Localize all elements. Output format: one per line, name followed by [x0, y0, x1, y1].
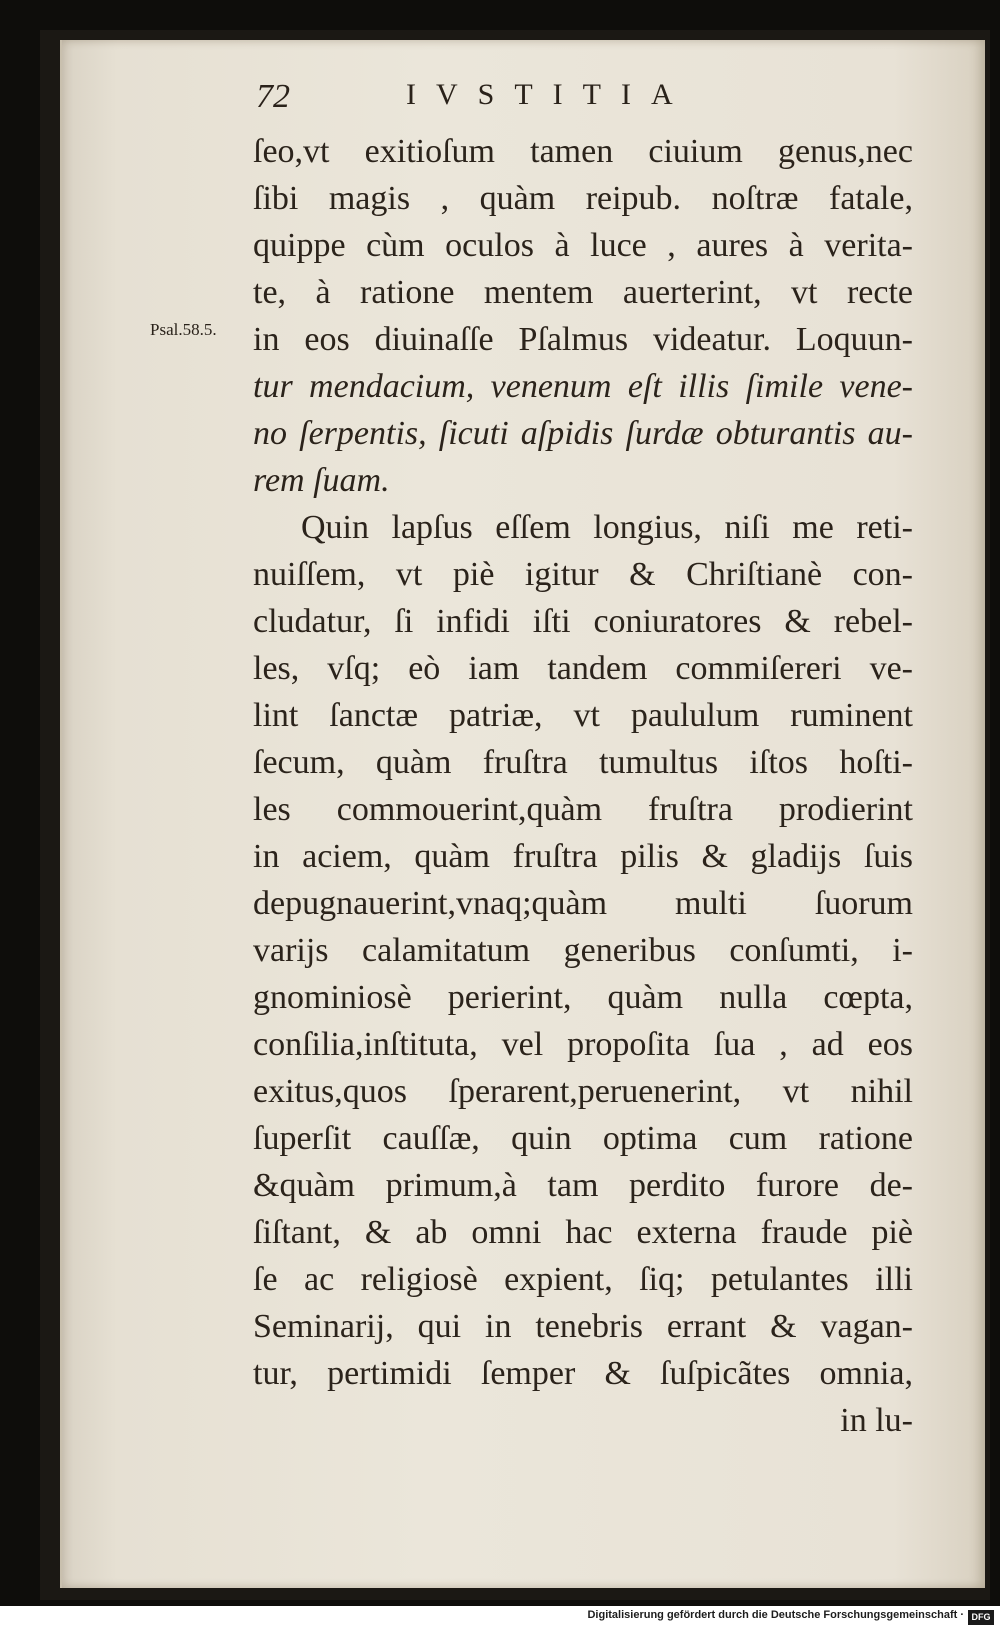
- text-line: ſecum, quàm fruſtra tumultus iſtos hoſti-: [253, 744, 913, 781]
- text-line: &quàm primum,à tam perdito furore de-: [253, 1167, 913, 1204]
- text-line: exitus,quos ſperarent,peruenerint, vt nihil: [253, 1073, 913, 1110]
- text-line: nuiſſem, vt piè igitur & Chriſtianè con-: [253, 556, 913, 593]
- quotation-line: no ſerpentis, ſicuti aſpidis ſurdæ obturantis au-: [253, 415, 913, 452]
- text-line: tur, pertimidi ſemper & ſuſpicãtes omnia,: [253, 1355, 913, 1392]
- text-line: in aciem, quàm fruſtra pilis & gladijs ſuis: [253, 838, 913, 875]
- quotation-line: tur mendacium, venenum eſt illis ſimile vene-: [253, 368, 913, 405]
- text-line: ſuperſit cauſſæ, quin optima cum ratione: [253, 1120, 913, 1157]
- quotation-line: rem ſuam.: [253, 462, 390, 499]
- margin-note: Psal.58.5.: [150, 320, 217, 339]
- footer-bar: [0, 1606, 1000, 1630]
- text-line: gnominiosè perierint, quàm nulla cœpta,: [253, 979, 913, 1016]
- catchword-line: in lu-: [840, 1402, 913, 1439]
- text-line: varijs calamitatum generibus conſumti, i-: [253, 932, 913, 969]
- text-line: depugnauerint,vnaq;quàm multi ſuorum: [253, 885, 913, 922]
- running-head: [256, 78, 776, 122]
- text-line: ſe ac religiosè expient, ſiq; petulantes illi: [253, 1261, 913, 1298]
- funding-credit: Digitalisierung gefördert durch die Deutsche Forschungsgemeinschaft ·: [587, 1609, 964, 1621]
- text-line: ſibi magis , quàm reipub. noſtræ fatale,: [253, 180, 913, 217]
- running-title: IVSTITIA: [406, 78, 693, 111]
- text-line: Seminarij, qui in tenebris errant & vagan-: [253, 1308, 913, 1345]
- page-number: 72: [256, 78, 290, 115]
- text-line: in eos diuinaſſe Pſalmus videatur. Loquun-: [253, 321, 913, 358]
- text-line: te, à ratione mentem auerterint, vt recte: [253, 274, 913, 311]
- dfg-logo: DFG: [968, 1610, 994, 1625]
- text-line: les, vſq; eò iam tandem commiſereri ve-: [253, 650, 913, 687]
- text-line: les commouerint,quàm fruſtra prodierint: [253, 791, 913, 828]
- text-line: cludatur, ſi infidi iſti coniuratores & rebel-: [253, 603, 913, 640]
- paragraph-start-line: Quin lapſus eſſem longius, niſi me reti-: [301, 509, 913, 546]
- text-line: ſeo,vt exitioſum tamen ciuium genus,nec: [253, 133, 913, 170]
- text-line: ſiſtant, & ab omni hac externa fraude piè: [253, 1214, 913, 1251]
- text-line: quippe cùm oculos à luce , aures à verita-: [253, 227, 913, 264]
- text-line: lint ſanctæ patriæ, vt paululum ruminent: [253, 697, 913, 734]
- text-line: conſilia,inſtituta, vel propoſita ſua , ad eos: [253, 1026, 913, 1063]
- body-text: [253, 128, 913, 1444]
